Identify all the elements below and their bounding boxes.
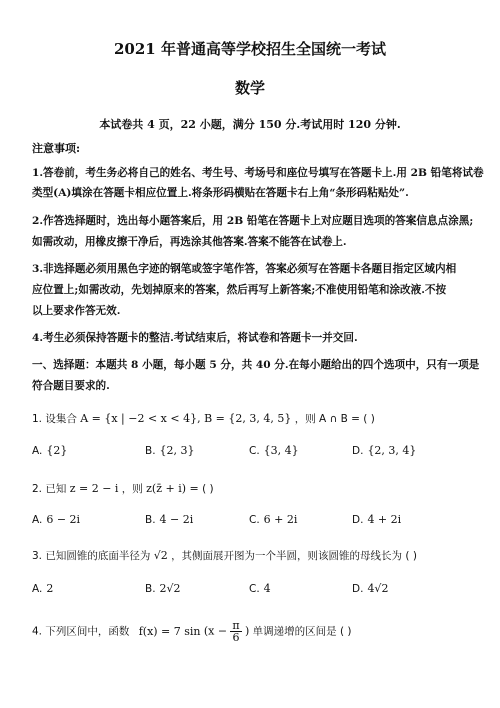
question-2-prefix: 2. 已知 [32, 483, 67, 495]
option-value: 6 − 2i [46, 513, 81, 526]
notice-item-3-line-3: 以上要求作答无效. [32, 305, 121, 317]
notice-item-3-line-1: 3.非选择题必须用黑色字迹的钢笔或签字笔作答，答案必须写在答题卡各题目指定区域内相 [32, 263, 457, 275]
notice-item-2-line-1: 2.作答选择题时，选出每小题答案后，用 2B 铅笔在答题卡上对应题目选项的答案信息点涂黑; [32, 215, 474, 227]
notice-item-2-line-2: 如需改动，用橡皮擦干净后，再选涂其他答案.答案不能答在试卷上. [32, 236, 347, 248]
option-value: 6 + 2i [263, 513, 298, 526]
option-label: C. [249, 583, 260, 595]
option-label: D. [352, 514, 364, 526]
question-2-math: z = 2 − i [69, 482, 119, 495]
option-label: B. [145, 514, 156, 526]
question-3-stem [32, 548, 417, 563]
question-2-mid: ，则 [121, 483, 143, 495]
question-1-suffix: ，则 A ∩ B = ( ) [294, 413, 375, 425]
question-2-suffix: ( ) [202, 483, 214, 495]
notice-item-3-line-2: 应位置上;如需改动，先划掉原来的答案，然后再写上新答案;不准使用铅笔和涂改液.不按 [32, 284, 447, 296]
notice-item-4-line-1: 4.考生必须保持答题卡的整洁.考试结束后，将试卷和答题卡一并交回. [32, 332, 358, 344]
question-1-option-d[interactable] [352, 444, 416, 457]
question-4-paren-open: (x − [203, 624, 228, 638]
question-4-suffix: 单调递增的区间是 ( ) [252, 625, 352, 638]
question-1-stem [32, 411, 375, 426]
option-label: A. [32, 514, 43, 526]
fraction-numerator: π [232, 619, 240, 632]
section-heading-line-1: 一、选择题：本题共 8 小题，每小题 5 分，共 40 分.在每小题给出的四个选项中，只有一项是 [32, 359, 480, 371]
question-1-prefix: 1. 设集合 [32, 413, 77, 425]
question-1-option-c[interactable] [249, 444, 299, 457]
question-3-option-a[interactable] [32, 582, 53, 595]
exam-title: 2021 年普通高等学校招生全国统一考试 [114, 40, 386, 58]
subject-title: 数学 [234, 79, 265, 97]
exam-info: 本试卷共 4 页，22 小题，满分 150 分.考试用时 120 分钟. [99, 118, 401, 131]
option-label: C. [249, 514, 260, 526]
question-4-fraction [230, 620, 241, 643]
option-label: D. [352, 445, 364, 457]
question-3-option-b[interactable] [145, 582, 181, 595]
option-value: 4 − 2i [159, 513, 194, 526]
option-value: 4 [263, 582, 271, 595]
question-2-option-c[interactable] [249, 513, 297, 526]
option-label: A. [32, 445, 43, 457]
notice-item-1-line-1: 1.答卷前，考生务必将自己的姓名、考生号、考场号和座位号填写在答题卡上.用 2B 铅笔将试卷 [32, 167, 484, 179]
fraction-denominator: 6 [232, 631, 240, 644]
option-value: {3, 4} [263, 444, 299, 457]
question-1-option-b[interactable] [145, 444, 195, 457]
option-value: {2, 3} [159, 444, 195, 457]
question-1-math: A = {x | −2 < x < 4}, B = {2, 3, 4, 5} [80, 412, 292, 425]
question-2-math-2: z(z̄ + i) = [146, 482, 199, 495]
question-2-option-b[interactable] [145, 513, 193, 526]
option-label: B. [145, 583, 156, 595]
question-3-option-d[interactable] [352, 582, 388, 595]
question-2-stem [32, 481, 214, 496]
option-value: {2} [46, 444, 68, 457]
question-3-math: √2 [153, 549, 168, 562]
question-3-prefix: 3. 已知圆锥的底面半径为 [32, 550, 151, 562]
option-value: {2, 3, 4} [367, 444, 417, 457]
question-1-option-a[interactable] [32, 444, 67, 457]
option-label: C. [249, 445, 260, 457]
option-label: B. [145, 445, 156, 457]
option-value: 2 [46, 582, 54, 595]
question-2-option-a[interactable] [32, 513, 80, 526]
option-value: 2√2 [159, 582, 181, 595]
notice-item-1-line-2: 类型(A)填涂在答题卡相应位置上.将条形码横贴在答题卡右上角“条形码粘贴处”. [32, 187, 409, 199]
option-label: D. [352, 583, 364, 595]
question-4-paren-close: ) [245, 624, 250, 638]
option-label: A. [32, 583, 43, 595]
question-2-option-d[interactable] [352, 513, 401, 526]
question-4-stem [32, 620, 352, 643]
option-value: 4√2 [367, 582, 389, 595]
question-4-prefix: 4. 下列区间中，函数 [32, 625, 130, 638]
option-value: 4 + 2i [367, 513, 402, 526]
notice-heading: 注意事项: [32, 142, 81, 155]
question-4-function: f(x) = 7 sin [138, 624, 201, 638]
section-heading-line-2: 符合题目要求的. [32, 380, 110, 392]
question-3-suffix: ，其侧面展开图为一个半圆，则该圆锥的母线长为 ( ) [171, 550, 417, 562]
question-3-option-c[interactable] [249, 582, 271, 595]
